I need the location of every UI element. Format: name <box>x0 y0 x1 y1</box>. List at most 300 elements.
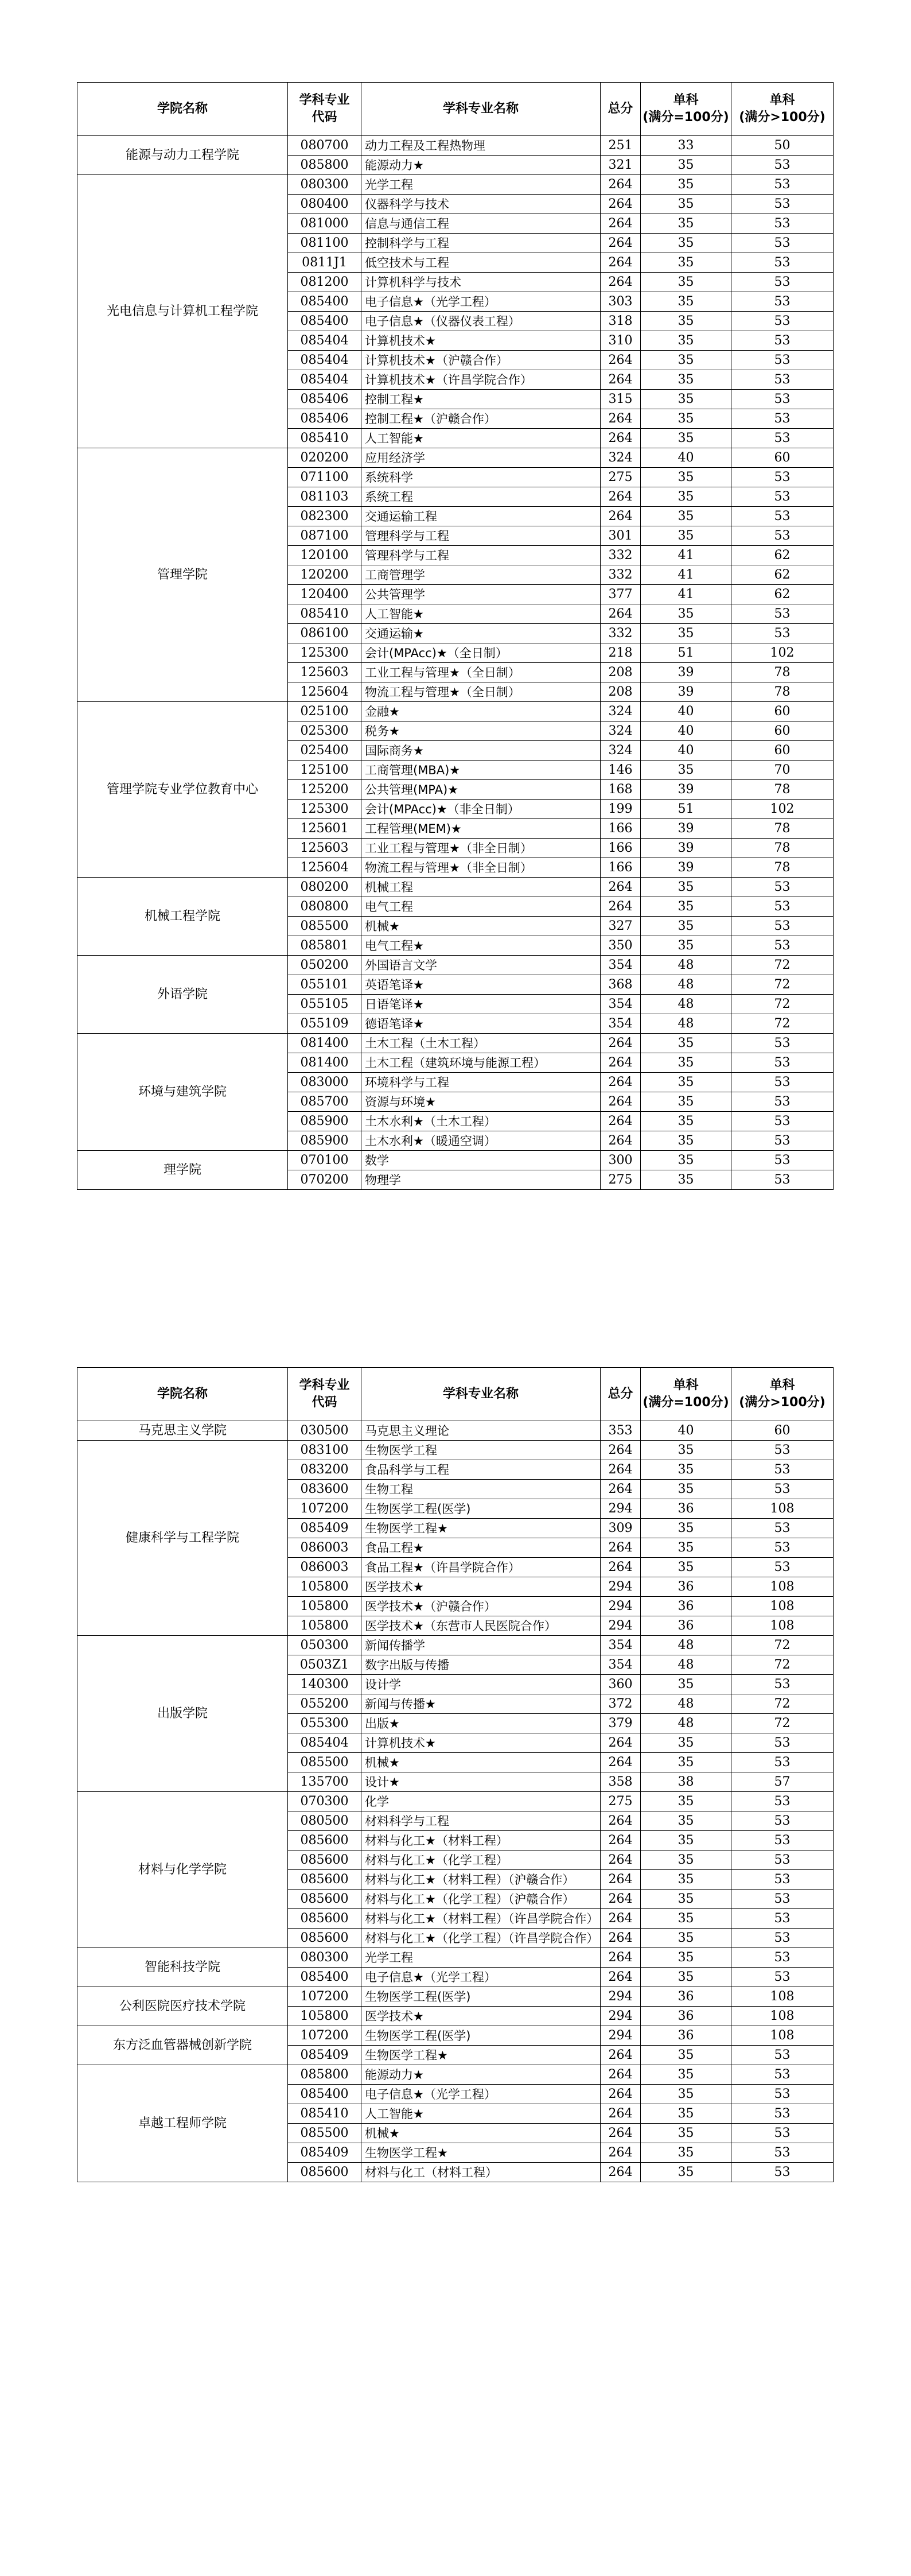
major-name-cell: 人工智能★ <box>361 604 601 624</box>
single100-cell: 40 <box>641 448 731 468</box>
single100-cell: 35 <box>641 897 731 917</box>
single100-cell: 35 <box>641 1073 731 1092</box>
college-name-cell: 马克思主义学院 <box>77 1421 288 1441</box>
total-score-cell: 264 <box>601 1092 641 1112</box>
single100-cell: 36 <box>641 1616 731 1636</box>
total-score-cell: 264 <box>601 370 641 390</box>
major-name-cell: 医学技术★（沪赣合作） <box>361 1597 601 1616</box>
total-score-cell: 294 <box>601 2007 641 2026</box>
single100-cell: 51 <box>641 800 731 819</box>
code-cell: 080200 <box>288 878 361 897</box>
major-name-cell: 环境科学与工程 <box>361 1073 601 1092</box>
single-over100-cell: 53 <box>731 526 834 546</box>
single100-cell: 36 <box>641 1499 731 1519</box>
single-over100-cell: 78 <box>731 682 834 702</box>
major-name-cell: 化学 <box>361 1792 601 1811</box>
single-over100-cell: 53 <box>731 487 834 507</box>
code-cell: 081100 <box>288 234 361 253</box>
total-score-cell: 354 <box>601 956 641 975</box>
code-cell: 125604 <box>288 858 361 878</box>
single100-cell: 35 <box>641 1675 731 1694</box>
single100-cell: 35 <box>641 2085 731 2104</box>
single100-cell: 36 <box>641 1577 731 1597</box>
single-over100-cell: 53 <box>731 273 834 292</box>
code-cell: 085600 <box>288 1929 361 1948</box>
header-name: 学科专业名称 <box>361 83 601 136</box>
single100-cell: 35 <box>641 273 731 292</box>
code-cell: 107200 <box>288 1987 361 2007</box>
major-name-cell: 计算机技术★ <box>361 331 601 351</box>
header-row <box>77 83 834 136</box>
major-name-cell: 管理科学与工程 <box>361 526 601 546</box>
total-score-cell: 264 <box>601 2085 641 2104</box>
table-row <box>77 1421 834 1441</box>
single100-cell: 35 <box>641 878 731 897</box>
major-name-cell: 数字出版与传播 <box>361 1655 601 1675</box>
single-over100-cell: 53 <box>731 1480 834 1499</box>
single100-cell: 35 <box>641 761 731 780</box>
single100-cell: 35 <box>641 214 731 234</box>
major-name-cell: 物流工程与管理★（非全日制） <box>361 858 601 878</box>
major-name-cell: 机械★ <box>361 2124 601 2143</box>
major-name-cell: 生物医学工程(医学) <box>361 2026 601 2046</box>
major-name-cell: 食品科学与工程 <box>361 1460 601 1480</box>
single100-cell: 35 <box>641 1460 731 1480</box>
code-cell: 085406 <box>288 409 361 429</box>
table-row <box>77 1987 834 2007</box>
major-name-cell: 新闻与传播★ <box>361 1694 601 1714</box>
header-single100: 单科 (满分=100分) <box>641 83 731 136</box>
single100-cell: 35 <box>641 1870 731 1890</box>
major-name-cell: 日语笔译★ <box>361 995 601 1014</box>
code-cell: 083200 <box>288 1460 361 1480</box>
major-name-cell: 设计★ <box>361 1772 601 1792</box>
major-name-cell: 计算机技术★（沪赣合作） <box>361 351 601 370</box>
major-name-cell: 计算机技术★（许昌学院合作） <box>361 370 601 390</box>
header-single100: 单科 (满分=100分) <box>641 1368 731 1421</box>
total-score-cell: 332 <box>601 546 641 565</box>
single-over100-cell: 53 <box>731 429 834 448</box>
single-over100-cell: 53 <box>731 1792 834 1811</box>
total-score-cell: 360 <box>601 1675 641 1694</box>
major-name-cell: 土木水利★（土木工程） <box>361 1112 601 1131</box>
table-row <box>77 136 834 156</box>
single100-cell: 36 <box>641 1597 731 1616</box>
total-score-cell: 251 <box>601 136 641 156</box>
total-score-cell: 294 <box>601 1616 641 1636</box>
total-score-cell: 300 <box>601 1151 641 1170</box>
total-score-cell: 264 <box>601 1811 641 1831</box>
table-row <box>77 1792 834 1811</box>
single100-cell: 35 <box>641 370 731 390</box>
code-cell: 085500 <box>288 2124 361 2143</box>
code-cell: 085500 <box>288 917 361 936</box>
code-cell: 125300 <box>288 643 361 663</box>
major-name-cell: 人工智能★ <box>361 429 601 448</box>
major-name-cell: 土木工程（土木工程） <box>361 1034 601 1053</box>
single100-cell: 35 <box>641 2143 731 2163</box>
major-name-cell: 医学技术★（东营市人民医院合作） <box>361 1616 601 1636</box>
code-cell: 085404 <box>288 331 361 351</box>
single-over100-cell: 108 <box>731 2026 834 2046</box>
single100-cell: 41 <box>641 546 731 565</box>
code-cell: 087100 <box>288 526 361 546</box>
total-score-cell: 146 <box>601 761 641 780</box>
code-cell: 105800 <box>288 2007 361 2026</box>
major-name-cell: 材料与化工（材料工程） <box>361 2163 601 2182</box>
single-over100-cell: 53 <box>731 624 834 643</box>
major-name-cell: 工业工程与管理★（全日制） <box>361 663 601 682</box>
code-cell: 025400 <box>288 741 361 761</box>
code-cell: 083600 <box>288 1480 361 1499</box>
total-score-cell: 264 <box>601 1890 641 1909</box>
code-cell: 085801 <box>288 936 361 956</box>
major-name-cell: 材料与化工★（化学工程） <box>361 1850 601 1870</box>
code-cell: 085600 <box>288 1909 361 1929</box>
major-name-cell: 材料与化工★（材料工程）（沪赣合作） <box>361 1870 601 1890</box>
major-name-cell: 新闻传播学 <box>361 1636 601 1655</box>
single100-cell: 51 <box>641 643 731 663</box>
major-name-cell: 交通运输工程 <box>361 507 601 526</box>
major-name-cell: 税务★ <box>361 721 601 741</box>
code-cell: 055200 <box>288 1694 361 1714</box>
single-over100-cell: 53 <box>731 2046 834 2065</box>
major-name-cell: 生物医学工程★ <box>361 1519 601 1538</box>
code-cell: 020200 <box>288 448 361 468</box>
single-over100-cell: 53 <box>731 1909 834 1929</box>
single-over100-cell: 53 <box>731 468 834 487</box>
total-score-cell: 264 <box>601 1909 641 1929</box>
code-cell: 030500 <box>288 1421 361 1441</box>
header-total: 总分 <box>601 83 641 136</box>
total-score-cell: 324 <box>601 702 641 721</box>
single100-cell: 39 <box>641 858 731 878</box>
total-score-cell: 324 <box>601 741 641 761</box>
total-score-cell: 264 <box>601 429 641 448</box>
code-cell: 055101 <box>288 975 361 995</box>
college-name-cell: 卓越工程师学院 <box>77 2065 288 2182</box>
total-score-cell: 264 <box>601 1073 641 1092</box>
major-name-cell: 公共管理学 <box>361 585 601 604</box>
total-score-cell: 332 <box>601 624 641 643</box>
total-score-cell: 264 <box>601 878 641 897</box>
single100-cell: 35 <box>641 1538 731 1558</box>
single-over100-cell: 53 <box>731 2065 834 2085</box>
single-over100-cell: 72 <box>731 1655 834 1675</box>
single-over100-cell: 70 <box>731 761 834 780</box>
single-over100-cell: 62 <box>731 546 834 565</box>
major-name-cell: 光学工程 <box>361 1948 601 1968</box>
single-over100-cell: 53 <box>731 1850 834 1870</box>
single100-cell: 35 <box>641 1792 731 1811</box>
major-name-cell: 材料与化工★（材料工程）（许昌学院合作） <box>361 1909 601 1929</box>
code-cell: 050300 <box>288 1636 361 1655</box>
major-name-cell: 工程管理(MEM)★ <box>361 819 601 839</box>
major-name-cell: 生物医学工程(医学) <box>361 1987 601 2007</box>
total-score-cell: 208 <box>601 663 641 682</box>
major-name-cell: 仪器科学与技术 <box>361 195 601 214</box>
single100-cell: 35 <box>641 175 731 195</box>
single100-cell: 35 <box>641 390 731 409</box>
single-over100-cell: 53 <box>731 1890 834 1909</box>
total-score-cell: 379 <box>601 1714 641 1733</box>
major-name-cell: 工商管理学 <box>361 565 601 585</box>
header-name: 学科专业名称 <box>361 1368 601 1421</box>
single-over100-cell: 108 <box>731 2007 834 2026</box>
single100-cell: 35 <box>641 917 731 936</box>
single100-cell: 48 <box>641 975 731 995</box>
code-cell: 050200 <box>288 956 361 975</box>
major-name-cell: 低空技术与工程 <box>361 253 601 273</box>
total-score-cell: 264 <box>601 195 641 214</box>
code-cell: 125300 <box>288 800 361 819</box>
code-cell: 085500 <box>288 1753 361 1772</box>
total-score-cell: 166 <box>601 819 641 839</box>
college-name-cell: 健康科学与工程学院 <box>77 1441 288 1636</box>
total-score-cell: 168 <box>601 780 641 800</box>
college-name-cell: 理学院 <box>77 1151 288 1190</box>
total-score-cell: 264 <box>601 1034 641 1053</box>
code-cell: 085410 <box>288 604 361 624</box>
single100-cell: 35 <box>641 2065 731 2085</box>
total-score-cell: 264 <box>601 273 641 292</box>
single-over100-cell: 53 <box>731 1558 834 1577</box>
single-over100-cell: 53 <box>731 409 834 429</box>
major-name-cell: 系统科学 <box>361 468 601 487</box>
total-score-cell: 264 <box>601 1870 641 1890</box>
code-cell: 086003 <box>288 1558 361 1577</box>
code-cell: 107200 <box>288 2026 361 2046</box>
code-cell: 085400 <box>288 312 361 331</box>
major-name-cell: 材料与化工★（化学工程）（沪赣合作） <box>361 1890 601 1909</box>
single-over100-cell: 78 <box>731 858 834 878</box>
major-name-cell: 食品工程★（许昌学院合作） <box>361 1558 601 1577</box>
single-over100-cell: 53 <box>731 878 834 897</box>
single-over100-cell: 60 <box>731 1421 834 1441</box>
header-code: 学科专业 代码 <box>288 83 361 136</box>
single-over100-cell: 72 <box>731 1014 834 1034</box>
total-score-cell: 294 <box>601 1499 641 1519</box>
single-over100-cell: 108 <box>731 1577 834 1597</box>
major-name-cell: 信息与通信工程 <box>361 214 601 234</box>
single-over100-cell: 53 <box>731 1968 834 1987</box>
single-over100-cell: 53 <box>731 1053 834 1073</box>
major-name-cell: 电气工程★ <box>361 936 601 956</box>
total-score-cell: 264 <box>601 253 641 273</box>
total-score-cell: 264 <box>601 1929 641 1948</box>
single100-cell: 48 <box>641 995 731 1014</box>
single-over100-cell: 72 <box>731 975 834 995</box>
major-name-cell: 管理科学与工程 <box>361 546 601 565</box>
code-cell: 085400 <box>288 292 361 312</box>
major-name-cell: 电子信息★（光学工程） <box>361 1968 601 1987</box>
single100-cell: 35 <box>641 1733 731 1753</box>
college-name-cell: 光电信息与计算机工程学院 <box>77 175 288 448</box>
single-over100-cell: 108 <box>731 1597 834 1616</box>
single100-cell: 35 <box>641 604 731 624</box>
header-single-over100: 单科 (满分>100分) <box>731 83 834 136</box>
total-score-cell: 166 <box>601 858 641 878</box>
single-over100-cell: 72 <box>731 995 834 1014</box>
single100-cell: 39 <box>641 780 731 800</box>
code-cell: 085600 <box>288 1870 361 1890</box>
single100-cell: 39 <box>641 663 731 682</box>
code-cell: 055109 <box>288 1014 361 1034</box>
major-name-cell: 金融★ <box>361 702 601 721</box>
code-cell: 125100 <box>288 761 361 780</box>
total-score-cell: 264 <box>601 1831 641 1850</box>
single-over100-cell: 53 <box>731 370 834 390</box>
code-cell: 085700 <box>288 1092 361 1112</box>
major-name-cell: 数学 <box>361 1151 601 1170</box>
college-name-cell: 公利医院医疗技术学院 <box>77 1987 288 2026</box>
single100-cell: 35 <box>641 2046 731 2065</box>
single100-cell: 41 <box>641 565 731 585</box>
single100-cell: 35 <box>641 2124 731 2143</box>
total-score-cell: 358 <box>601 1772 641 1792</box>
code-cell: 125604 <box>288 682 361 702</box>
single-over100-cell: 53 <box>731 2143 834 2163</box>
major-name-cell: 德语笔译★ <box>361 1014 601 1034</box>
single-over100-cell: 53 <box>731 1073 834 1092</box>
header-single-over100: 单科 (满分>100分) <box>731 1368 834 1421</box>
single-over100-cell: 53 <box>731 1092 834 1112</box>
single-over100-cell: 53 <box>731 1675 834 1694</box>
total-score-cell: 218 <box>601 643 641 663</box>
single100-cell: 35 <box>641 526 731 546</box>
major-name-cell: 生物工程 <box>361 1480 601 1499</box>
table-row <box>77 1948 834 1968</box>
single-over100-cell: 53 <box>731 214 834 234</box>
code-cell: 085406 <box>288 390 361 409</box>
major-name-cell: 物流工程与管理★（全日制） <box>361 682 601 702</box>
single100-cell: 35 <box>641 1831 731 1850</box>
single100-cell: 35 <box>641 1441 731 1460</box>
single100-cell: 36 <box>641 2026 731 2046</box>
single-over100-cell: 53 <box>731 1441 834 1460</box>
major-name-cell: 生物医学工程★ <box>361 2143 601 2163</box>
single100-cell: 35 <box>641 1053 731 1073</box>
code-cell: 125200 <box>288 780 361 800</box>
single-over100-cell: 53 <box>731 1929 834 1948</box>
single-over100-cell: 60 <box>731 702 834 721</box>
single-over100-cell: 53 <box>731 351 834 370</box>
code-cell: 105800 <box>288 1616 361 1636</box>
single100-cell: 48 <box>641 1694 731 1714</box>
table-row <box>77 2065 834 2085</box>
single-over100-cell: 53 <box>731 1831 834 1850</box>
code-cell: 070200 <box>288 1170 361 1190</box>
total-score-cell: 264 <box>601 175 641 195</box>
total-score-cell: 264 <box>601 1131 641 1151</box>
total-score-cell: 353 <box>601 1421 641 1441</box>
single-over100-cell: 72 <box>731 956 834 975</box>
major-name-cell: 医学技术★ <box>361 2007 601 2026</box>
single-over100-cell: 102 <box>731 643 834 663</box>
single100-cell: 35 <box>641 1131 731 1151</box>
total-score-cell: 275 <box>601 468 641 487</box>
single-over100-cell: 53 <box>731 1034 834 1053</box>
single100-cell: 35 <box>641 195 731 214</box>
single-over100-cell: 72 <box>731 1714 834 1733</box>
single-over100-cell: 78 <box>731 839 834 858</box>
single100-cell: 35 <box>641 156 731 175</box>
single-over100-cell: 53 <box>731 1519 834 1538</box>
major-name-cell: 电子信息★（仪器仪表工程） <box>361 312 601 331</box>
major-name-cell: 人工智能★ <box>361 2104 601 2124</box>
code-cell: 081400 <box>288 1053 361 1073</box>
total-score-cell: 327 <box>601 917 641 936</box>
single100-cell: 48 <box>641 1714 731 1733</box>
major-name-cell: 工业工程与管理★（非全日制） <box>361 839 601 858</box>
single100-cell: 35 <box>641 292 731 312</box>
single100-cell: 35 <box>641 1948 731 1968</box>
single100-cell: 35 <box>641 1558 731 1577</box>
single-over100-cell: 53 <box>731 1112 834 1131</box>
major-name-cell: 会计(MPAcc)★（全日制） <box>361 643 601 663</box>
single-over100-cell: 53 <box>731 195 834 214</box>
single-over100-cell: 102 <box>731 800 834 819</box>
code-cell: 080500 <box>288 1811 361 1831</box>
total-score-cell: 264 <box>601 604 641 624</box>
single100-cell: 40 <box>641 741 731 761</box>
table-row <box>77 956 834 975</box>
major-name-cell: 控制工程★（沪赣合作） <box>361 409 601 429</box>
single-over100-cell: 50 <box>731 136 834 156</box>
total-score-cell: 208 <box>601 682 641 702</box>
single100-cell: 35 <box>641 2163 731 2182</box>
total-score-cell: 354 <box>601 1014 641 1034</box>
code-cell: 120200 <box>288 565 361 585</box>
total-score-cell: 354 <box>601 995 641 1014</box>
single100-cell: 35 <box>641 1480 731 1499</box>
code-cell: 081103 <box>288 487 361 507</box>
single-over100-cell: 53 <box>731 897 834 917</box>
code-cell: 081000 <box>288 214 361 234</box>
college-name-cell: 智能科技学院 <box>77 1948 288 1987</box>
single100-cell: 35 <box>641 234 731 253</box>
single-over100-cell: 53 <box>731 2124 834 2143</box>
table-row <box>77 1636 834 1655</box>
major-name-cell: 材料与化工★（材料工程） <box>361 1831 601 1850</box>
total-score-cell: 264 <box>601 507 641 526</box>
total-score-cell: 301 <box>601 526 641 546</box>
single-over100-cell: 53 <box>731 312 834 331</box>
code-cell: 085409 <box>288 2143 361 2163</box>
single-over100-cell: 53 <box>731 1460 834 1480</box>
college-name-cell: 管理学院专业学位教育中心 <box>77 702 288 878</box>
single100-cell: 35 <box>641 1968 731 1987</box>
single100-cell: 35 <box>641 624 731 643</box>
code-cell: 085600 <box>288 2163 361 2182</box>
code-cell: 070300 <box>288 1792 361 1811</box>
header-college: 学院名称 <box>77 83 288 136</box>
single100-cell: 35 <box>641 253 731 273</box>
header-row <box>77 1368 834 1421</box>
code-cell: 085400 <box>288 2085 361 2104</box>
single100-cell: 35 <box>641 487 731 507</box>
single-over100-cell: 108 <box>731 1987 834 2007</box>
total-score-cell: 264 <box>601 409 641 429</box>
header-code: 学科专业 代码 <box>288 1368 361 1421</box>
single100-cell: 40 <box>641 702 731 721</box>
single-over100-cell: 60 <box>731 741 834 761</box>
college-name-cell: 管理学院 <box>77 448 288 702</box>
single-over100-cell: 108 <box>731 1499 834 1519</box>
major-name-cell: 土木工程（建筑环境与能源工程） <box>361 1053 601 1073</box>
single100-cell: 48 <box>641 1014 731 1034</box>
code-cell: 085900 <box>288 1112 361 1131</box>
